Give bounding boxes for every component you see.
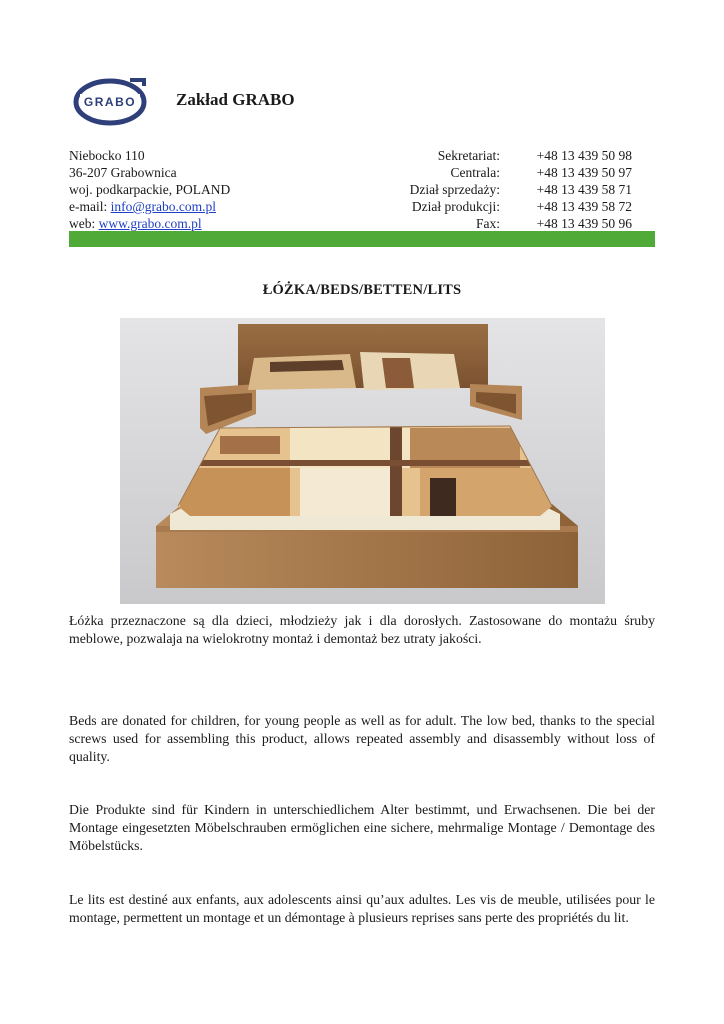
contact-label: Dział produkcji: [411, 199, 500, 214]
header-divider-bar [69, 231, 655, 247]
address-block [69, 147, 230, 232]
email-link[interactable]: info@grabo.com.pl [110, 199, 217, 214]
address-street: Niebocko 110 [69, 148, 145, 163]
contact-row [380, 198, 632, 215]
contact-label: Dział sprzedaży: [409, 182, 500, 197]
contacts-block [380, 147, 632, 232]
contact-label: Centrala: [450, 165, 500, 180]
email-line [69, 198, 230, 215]
paragraph-german: Die Produkte sind für Kindern in unterschiedlichem Alter bestimmt, und Erwachsenen. Die bei der Montage eingesetzten Möbelschrauben ermöglichen eine sichere, mehrmalige Montage / Demontage des Möbelstücks. [69, 802, 655, 853]
contact-label: Fax: [475, 216, 500, 231]
paragraph-french: Le lits est destiné aux enfants, aux adolescents ainsi qu’aux adultes. Les vis de meuble, utilisées pour le montage, permettent un montage et un démontage à plusieurs reprises sans perte des propriétés du lit. [69, 892, 655, 925]
contact-row [380, 147, 632, 164]
address-region: woj. podkarpackie, POLAND [69, 182, 231, 197]
contact-label: Sekretariat: [437, 148, 500, 163]
contact-row [380, 164, 632, 181]
web-line [69, 215, 230, 232]
contact-value: +48 13 439 50 96 [536, 216, 632, 231]
address-city: 36-207 Grabownica [69, 165, 177, 180]
logo-text: GRABO [83, 95, 137, 109]
contact-value: +48 13 439 58 71 [536, 182, 632, 197]
bed-photo [120, 318, 605, 604]
contact-row [380, 181, 632, 198]
paragraph-polish: Łóżka przeznaczone są dla dzieci, młodzieży jak i dla dorosłych. Zastosowane do montażu śruby meblowe, pozwalaja na wielokrotny montaż i demontaż bez utraty jakości. [69, 613, 655, 646]
contact-value: +48 13 439 58 72 [536, 199, 632, 214]
contact-value: +48 13 439 50 97 [536, 165, 632, 180]
web-link[interactable]: www.grabo.com.pl [98, 216, 202, 231]
contact-row [380, 215, 632, 232]
paragraph-english: Beds are donated for children, for young people as well as for adult. The low bed, thanks to the special screws used for assembling this product, allows repeated assembly and disassembly without loss of quality. [69, 713, 655, 764]
company-name: Zakład GRABO [176, 90, 295, 109]
page-title: ŁÓŻKA/BEDS/BETTEN/LITS [262, 282, 462, 298]
grabo-logo [72, 74, 148, 126]
email-label: e-mail: [69, 199, 111, 214]
web-label: web: [69, 216, 99, 231]
contact-value: +48 13 439 50 98 [536, 148, 632, 163]
